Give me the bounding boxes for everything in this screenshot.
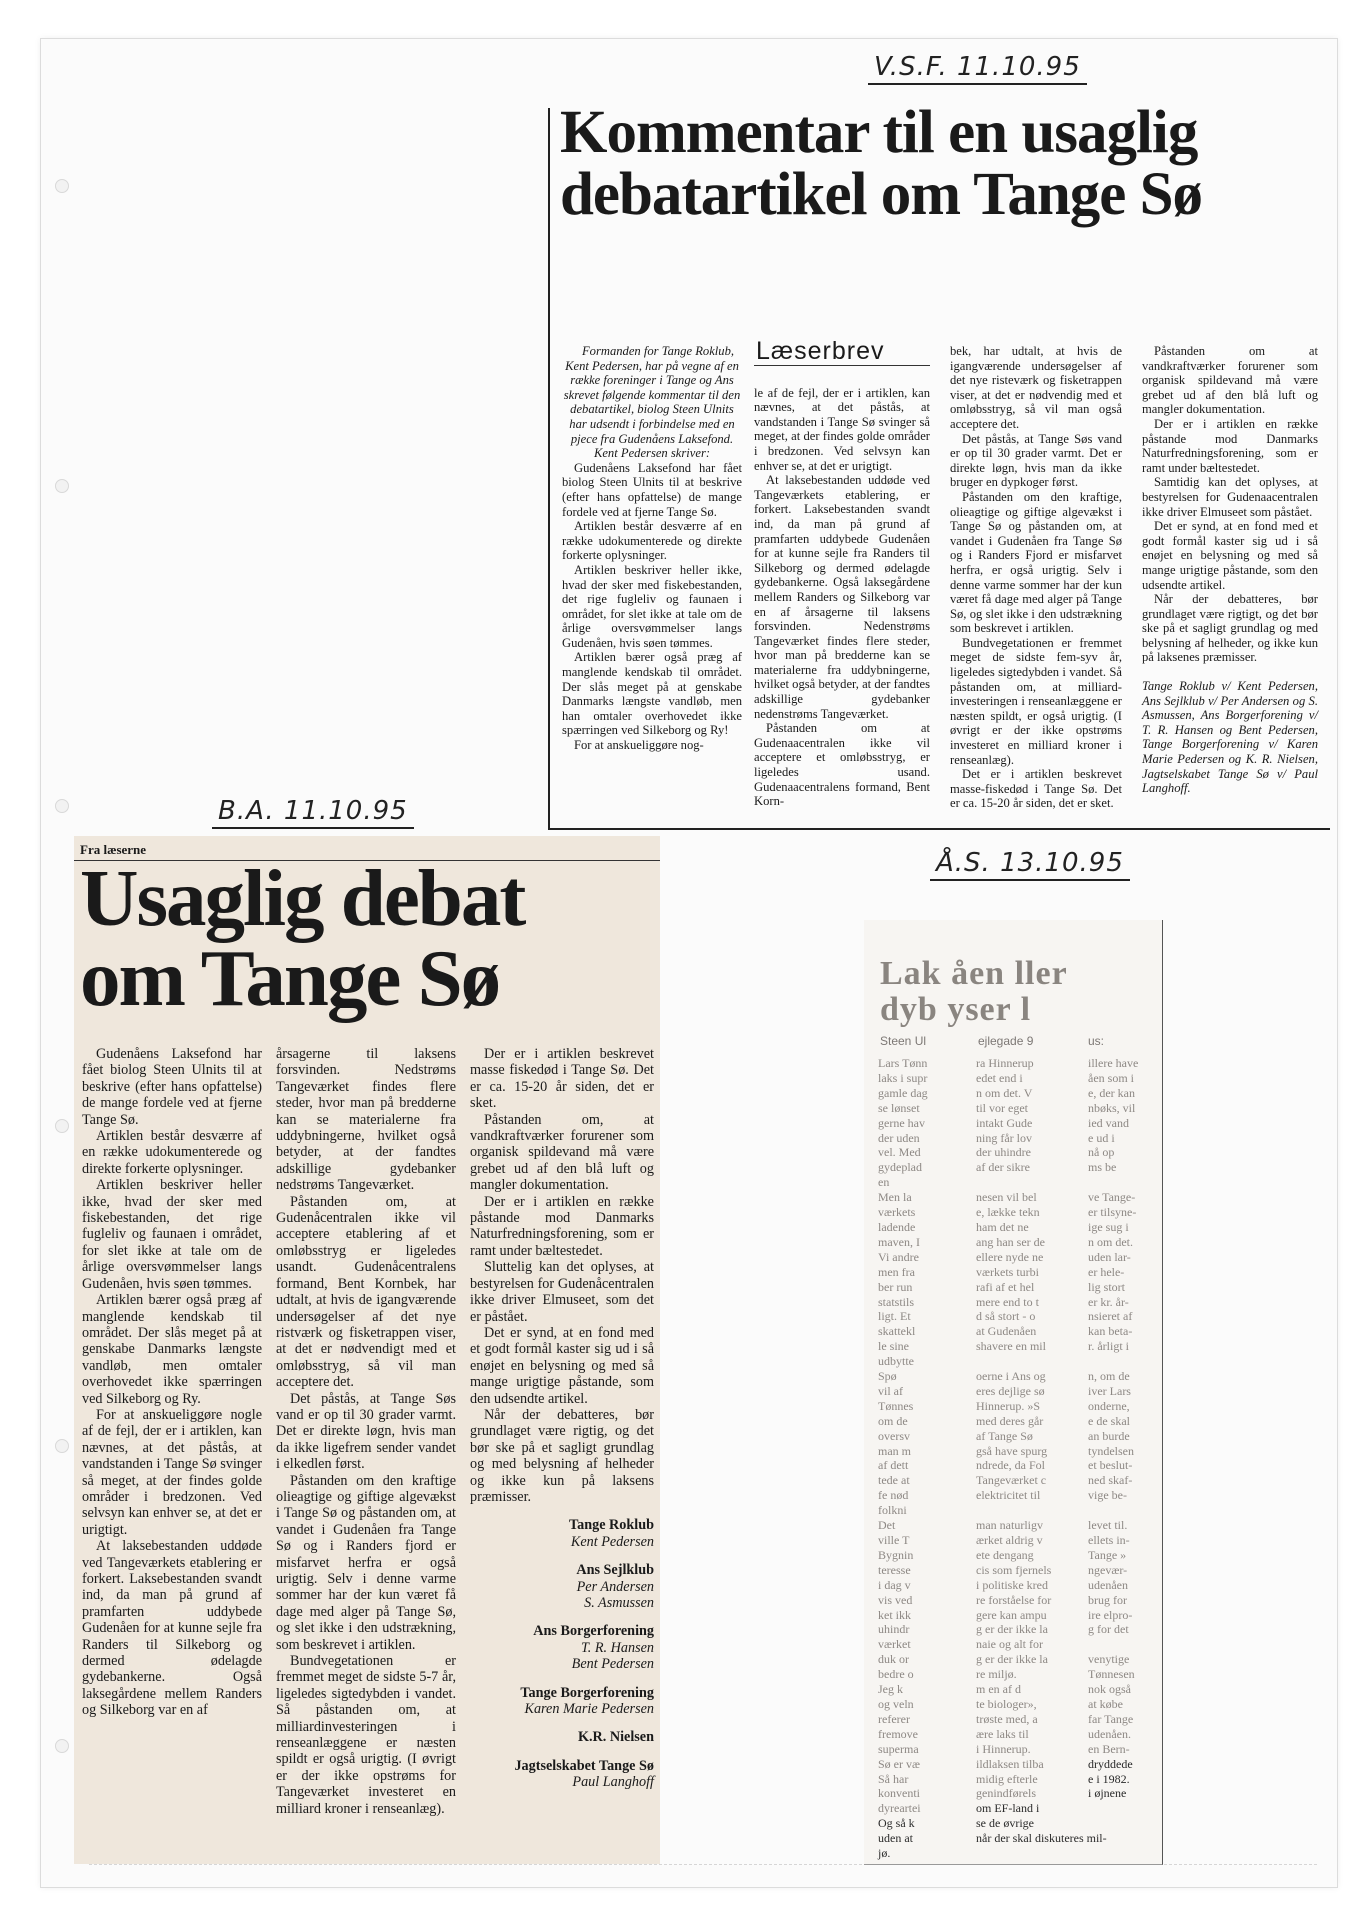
text-fragment: af dett — [878, 1458, 909, 1473]
paragraph: Artiklen bærer også præg af manglende kendskab til området. Der slås meget på at genskabe Danmarks længste vandløb, men han omtaler overhovedet ikke spærringen ved Silkeborg og Ry! — [562, 650, 742, 738]
text-fragment: g for det — [1088, 1622, 1129, 1637]
paragraph: Det påstås, at Tange Søs vand er op til 30 grader varmt. Det er direkte løgn, hvis man da ikke ligefrem sender vandet i elkedlen først. — [276, 1390, 456, 1473]
text-fragment: er kr. år- — [1088, 1294, 1129, 1309]
text-fragment: levet til. — [1088, 1518, 1128, 1533]
text-fragment: tede at — [878, 1473, 910, 1488]
text-fragment: vel. Med — [878, 1145, 921, 1160]
text-fragment: se de øvrige — [976, 1816, 1034, 1831]
text-fragment: Lars Tønn — [878, 1056, 928, 1070]
text-fragment: se lønset — [878, 1100, 920, 1115]
text-fragment: g er der ikke la — [976, 1622, 1048, 1637]
intro-text: Formanden for Tange Roklub, Kent Pedersen, har på vegne af en række foreninger i Tange og Ans skrevet følgende kommentar til den debatartikel, biolog Steen Ulnits har udsendt i forbindelse med en pjece fra Gudenåens Laksefond. Kent Pedersen skriver: — [563, 344, 741, 461]
text-fragment: man naturligv — [976, 1518, 1043, 1533]
text-fragment: nesen vil bel — [976, 1190, 1037, 1205]
text-fragment: mere end to t — [976, 1294, 1039, 1309]
text-fragment: ærket aldrig v — [976, 1533, 1043, 1547]
paragraph: At laksebestanden uddøde ved Tangeværkets etablering, er forkert. Laksebestanden svandt ind, da man på grund af pramfarten uddybede Gudenåen for at kunne sejle fra Randers til Silkeborg og dermed ødelagde gydebankerne. Også laksegårdene mellem Randers og Silkeborg var en af årsagerne til laksens forsvinden. Nedenstrøms Tangeværket findes flere steder, hvor man på bredderne kan se materialerne fra uddybningerne, hvilket også betyder, at der fandtes adskillige gydebanker nedenstrøms Tangeværket. — [754, 473, 930, 721]
text-fragment: venytige — [1088, 1652, 1130, 1667]
text-fragment: til vor eget — [976, 1100, 1028, 1115]
text-fragment: ære laks til — [976, 1726, 1029, 1741]
paragraph: Det påstås, at Tange Søs vand er op til 30 grader varmt. Det er direkte løgn, hvis man da ikke bruger en dypkoger først. — [950, 431, 1122, 490]
text-fragment: kan beta- — [1088, 1324, 1133, 1339]
text-fragment: udenåen. — [1088, 1726, 1131, 1741]
text-fragment: dryddede — [1088, 1756, 1133, 1771]
binder-hole — [55, 179, 69, 193]
text-fragment — [976, 1354, 1074, 1369]
text-fragment: af Tange Sø — [976, 1428, 1033, 1443]
signer — [470, 1758, 654, 1791]
section-label: Læserbrev — [754, 344, 930, 366]
text-fragment: intakt Gude — [976, 1115, 1033, 1130]
text-fragment: om EF-land i — [976, 1801, 1040, 1816]
column-4 — [1142, 344, 1318, 824]
text-fragment: Men la — [878, 1190, 912, 1205]
text-fragment: er hele- — [1088, 1264, 1125, 1279]
text-fragment: vis ved — [878, 1592, 913, 1607]
clipping-as — [864, 920, 1163, 1865]
text-fragment: nsieret af — [1088, 1309, 1133, 1324]
text-fragment: vil af — [878, 1383, 903, 1398]
paragraph: Det er i artiklen beskrevet masse-fiskedød i Tange Sø. Det er ca. 15-20 år siden, det er sket. — [950, 767, 1122, 811]
text-fragment: i politiske kred — [976, 1577, 1048, 1592]
text-fragment: er tilsyne- — [1088, 1205, 1137, 1220]
headline: Kommentar til en usaglig debatartikel om Tange Sø — [560, 99, 1202, 228]
text-fragment: men fra — [878, 1264, 915, 1279]
signer-person: Paul Langhoff — [572, 1774, 654, 1791]
signature: Tange Roklub v/ Kent Pedersen, Ans Sejlklub v/ Per Andersen og S. Asmussen, Ans Borgerforening v/ T. R. Hansen og Bent Pedersen, Tange Borgerforening v/ Karen Marie Pedersen og K. R. Nielsen, Jagtselskabet Tange Sø v/ Paul Langhoff. — [1142, 679, 1318, 796]
text-fragment: ngevær- — [1088, 1562, 1128, 1577]
text-fragment: gså have spurg — [976, 1443, 1048, 1458]
text-fragment: udenåen — [1088, 1577, 1128, 1592]
text-fragment: edet end i — [976, 1070, 1023, 1085]
clipping-ba — [74, 836, 660, 1864]
text-fragment — [1088, 1354, 1158, 1369]
text-fragment: n, om de — [1088, 1369, 1130, 1384]
text-fragment: ning får lov — [976, 1130, 1032, 1145]
text-fragment: en — [878, 1175, 890, 1190]
text-fragment: shavere en mil — [976, 1339, 1046, 1354]
text-fragment: m en af d — [976, 1682, 1021, 1697]
text-fragment: uden lar- — [1088, 1249, 1131, 1264]
text-fragment: om de — [878, 1413, 908, 1428]
paragraph: Artiklen bærer også præg af manglende kendskab til området. Der slås meget på at genskabe Danmarks længste vandløb, men omtaler overhovedet ikke spærringen ved Silkeborg og Ry. — [82, 1292, 262, 1407]
text-fragment: åen som i — [1088, 1070, 1134, 1085]
text-fragment: teresse — [878, 1562, 911, 1577]
text-fragment: ndrede, da Fol — [976, 1458, 1045, 1473]
column-3 — [950, 344, 1122, 824]
text-fragment: der uden — [878, 1130, 920, 1145]
text-fragment: dyreartei — [878, 1801, 921, 1816]
paragraph: Der er i artiklen en række påstande mod Danmarks Naturfredningsforening, som er ramt under bæltestedet. — [1142, 416, 1318, 475]
signers-block — [470, 1517, 654, 1790]
text-fragment: n om det. V — [976, 1085, 1033, 1100]
handwritten-note-as: Å.S. 13.10.95 — [930, 848, 1130, 881]
text-fragment: udbytte — [878, 1354, 914, 1369]
signer-person: Karen Marie Pedersen — [524, 1701, 654, 1718]
text-fragment: i dag v — [878, 1577, 911, 1592]
paragraph: le af de fejl, der er i artiklen, kan nævnes, at det påstås, at vandstanden i Tange Sø svinger så meget, at der findes golde områder i bredzonen. Ved selvsyn kan enhver se, at det er urigtigt. — [754, 385, 930, 473]
text-fragment: nå op — [1088, 1145, 1115, 1160]
headline: Usaglig debat om Tange Sø — [80, 853, 525, 1023]
text-fragment: rafi af et hel — [976, 1279, 1035, 1294]
text-fragment: bedre o — [878, 1667, 914, 1682]
text-fragment: e i 1982. — [1088, 1771, 1130, 1786]
binder-hole — [55, 1439, 69, 1453]
text-fragment: e, der kan — [1088, 1085, 1135, 1100]
text-fragment: midig efterle — [976, 1771, 1038, 1786]
text-fragment: oerne i Ans og — [976, 1369, 1046, 1384]
text-fragment: uden at — [878, 1831, 913, 1846]
text-fragment: re miljø. — [976, 1667, 1017, 1682]
text-fragment: Tange » — [1088, 1547, 1127, 1562]
text-fragment: ve Tange- — [1088, 1190, 1136, 1205]
paragraph: årsagerne til laksens forsvinden. Nedstrøms Tangeværket findes flere steder, hvor man på bredderne kan se materialerne fra uddybningerne, hvilket også betyder, at der fandtes adskillige gydebanker nedstrøms Tangeværket. — [276, 1046, 456, 1194]
text-fragment: iver Lars — [1088, 1383, 1131, 1398]
text-fragment: eres dejlige sø — [976, 1383, 1045, 1398]
text-fragment: te biologer», — [976, 1696, 1037, 1711]
paragraph: For at anskueliggøre nog- — [574, 738, 704, 753]
text-fragment: elektricitet til — [976, 1488, 1041, 1503]
text-fragment: ms be — [1088, 1160, 1117, 1175]
text-fragment: Så har — [878, 1771, 909, 1786]
text-fragment: ville T — [878, 1533, 910, 1547]
text-fragment: ber run — [878, 1279, 913, 1294]
text-fragment: uhindr — [878, 1622, 910, 1637]
text-fragment: ladende — [878, 1219, 916, 1234]
paragraph: Når der debatteres, bør grundlaget være rigtigt, og det bør ske på et sagligt grundlag og med belysning af helheder, og ikke kun på laksenes præmisser. — [1142, 592, 1318, 665]
text-fragment: nbøks, vil — [1088, 1100, 1136, 1115]
text-fragment: ligt. Et — [878, 1309, 911, 1324]
signer — [470, 1685, 654, 1718]
paragraph: Påstanden om, at vandkraftværker forurener som organisk spildevand må være grebet ud af den blå luft og mangler dokumentation. — [470, 1111, 654, 1194]
paragraph: Når der debatteres, bør grundlaget være rigtig, og det bør ske på et sagligt grundlag og med belysning af helheder og ikke kun på laksens præmisser. — [470, 1406, 654, 1505]
paragraph: Artiklen beskriver heller ikke, hvad der sker med fiskebestanden, det rige fugleliv og faunaen i området, for slet ikke at tale om de årlige oversvømmelser langs Gudenåen, hvis søen tømmes. — [82, 1177, 262, 1292]
paragraph: Artiklen består desværre af en række udokumenterede og direkte forkerte oplysninger. — [82, 1128, 262, 1177]
signer-organization: Tange Borgerforening — [520, 1684, 654, 1701]
text-fragment: naie og alt for — [976, 1637, 1043, 1652]
text-fragment: og veln — [878, 1696, 914, 1711]
text-fragment: ellets in- — [1088, 1533, 1130, 1547]
text-fragment: der uhindre — [976, 1145, 1031, 1160]
signer-person: T. R. Hansen — [580, 1639, 654, 1656]
text-fragment: re forståelse for — [976, 1592, 1052, 1607]
text-fragment: fremove — [878, 1726, 918, 1741]
text-fragment: superma — [878, 1741, 919, 1756]
column-3 — [1088, 1056, 1158, 1856]
text-fragment: illere have — [1088, 1056, 1139, 1070]
text-fragment: ket ikk — [878, 1607, 911, 1622]
signer-person: Kent Pedersen — [570, 1533, 654, 1550]
text-fragment: i Hinnerup. — [976, 1741, 1031, 1756]
text-fragment: Sø er væ — [878, 1756, 920, 1771]
byline: Steen Ul — [880, 1034, 927, 1048]
text-fragment: ildlaksen tilba — [976, 1756, 1044, 1771]
signer-organization: Tange Roklub — [568, 1517, 654, 1534]
paragraph: Sluttelig kan det oplyses, at bestyrelsen for Gudenåcentralen ikke driver Elmuseet, som det er påstået. — [470, 1259, 654, 1325]
paragraph: bek, har udtalt, at hvis de igangværende undersøgelser af det nye risteværk og fisketrappen viser, at det er nødvendig med et omløbsstryg, så vil man også acceptere det. — [950, 344, 1122, 431]
signer-person: Per Andersen — [576, 1578, 654, 1595]
text-fragment: lig stort — [1088, 1279, 1126, 1294]
text-fragment: laks i supr — [878, 1070, 928, 1085]
text-fragment: gere kan ampu — [976, 1607, 1047, 1622]
text-fragment: Tønnesen — [1088, 1667, 1135, 1682]
paragraph: Samtidig kan det oplyses, at bestyrelsen for Gudenaacentralen ikke driver Elmuseet som påstået. — [1142, 475, 1318, 519]
signer — [470, 1562, 654, 1611]
handwritten-note-ba: B.A. 11.10.95 — [212, 796, 414, 829]
paragraph: Artiklen består desværre af en række udokumenterede og direkte forkerte oplysninger. — [562, 519, 742, 563]
column-1 — [82, 1046, 262, 1780]
paragraph: Bundvegetationen er fremmet meget de sidste 5-7 år, ligeledes sigtedybden i vandet. Så påstanden om, at milliardinvesteringen i renseanlæggene er næsten spildt er også urigtig. (I øvrigt er der ikke opstrøms for Tangeværket investeret en milliard kroner i renseanlæg). — [276, 1653, 456, 1817]
text-fragment: konventi — [878, 1786, 920, 1801]
text-fragment: an burde — [1088, 1428, 1130, 1443]
text-fragment: værkets turbi — [976, 1264, 1039, 1279]
kicker: Fra læserne — [80, 842, 147, 857]
text-fragment: skattekl — [878, 1324, 916, 1339]
text-fragment: man m — [878, 1443, 911, 1458]
paragraph: Det er synd, at en fond med et godt formål kaster sig ud i så enøjet en belysning og med så mange urigtige påstande, som den udsendte artikel. — [1142, 519, 1318, 592]
handwritten-note-vsf: V.S.F. 11.10.95 — [868, 52, 1087, 85]
byline-end: us: — [1088, 1034, 1105, 1048]
text-fragment: referer — [878, 1711, 910, 1726]
paragraph: Der er i artiklen beskrevet masse fiskedød i Tange Sø. Det er ca. 15-20 år siden, det er sket. — [470, 1046, 654, 1112]
text-fragment: tyndelsen — [1088, 1443, 1134, 1458]
text-fragment: med deres går — [976, 1413, 1044, 1428]
column-1 — [562, 344, 742, 824]
byline-address: ejlegade 9 — [978, 1034, 1034, 1048]
text-fragment: Tønnes — [878, 1398, 914, 1413]
text-fragment: et beslut- — [1088, 1458, 1133, 1473]
text-fragment — [1088, 1503, 1158, 1518]
paragraph: Påstanden om den kraftige olieagtige og giftige algevækst i Tange Sø og påstanden om, at vandet i Gudenåen fra Tange Sø og i Randers fjord er misfarvet herfra er også urigtig. Selv i denne varme sommer har der kun været få dage med alger på Tange Sø, og slet ikke i den udstrækning, som beskrevet i artiklen. — [276, 1472, 456, 1653]
text-fragment: e ud i — [1088, 1130, 1115, 1145]
paragraph: Påstanden om den kraftige, olieagtige og giftige algevækst i Tange Sø og påstanden om, at vandet i Gudenåen fra Tange Sø og i Randers Fjord er misfarvet herfra, er også urigtig. Selv i denne varme sommer har der kun været få dage med alger på Tange Sø, og slet ikke i den udstrækning som beskrevet i artiklen. — [950, 489, 1122, 636]
text-fragment: e, lække tekn — [976, 1205, 1040, 1220]
paragraph: Påstanden om at Gudenaacentralen ikke vil acceptere et omløbsstryg, er ligeledes usand. Gudenaacentralens formand, Bent Korn- — [754, 721, 930, 809]
signer-organization: Ans Borgerforening — [533, 1623, 654, 1640]
text-fragment: far Tange — [1088, 1711, 1134, 1726]
paragraph: Det er synd, at en fond med et godt formål kaster sig ud i så enøjet en belysning og med så mange urigtige påstande, som den udsendte artikel. — [470, 1324, 654, 1407]
text-fragment: når der skal diskuteres mil- — [976, 1831, 1107, 1846]
text-fragment: værkets — [878, 1205, 916, 1220]
text-fragment: gerne hav — [878, 1115, 925, 1130]
text-fragment: Det — [878, 1518, 896, 1533]
text-fragment: Jeg k — [878, 1682, 903, 1697]
text-fragment: n om det. — [1088, 1234, 1133, 1249]
text-fragment: gamle dag — [878, 1085, 928, 1100]
text-fragment: i øjnene — [1088, 1786, 1127, 1801]
text-fragment: jø. — [878, 1846, 891, 1861]
text-fragment: statstils — [878, 1294, 915, 1309]
paragraph: Der er i artiklen en række påstande mod Danmarks Naturfredningsforening, som er ramt under bæltestedet. — [470, 1193, 654, 1259]
text-fragment: ned skaf- — [1088, 1473, 1133, 1488]
binder-hole — [55, 1119, 69, 1133]
column-2 — [754, 337, 930, 824]
text-fragment: cis som fjernels — [976, 1562, 1052, 1577]
paragraph: Påstanden om, at Gudenåcentralen ikke vil acceptere etablering af et omløbsstryg er ligeledes usandt. Gudenåcentralens formand, Bent Kornbek, har udtalt, at hvis de igangværende undersøgelser af det nye ristværk og fisketrappen viser, at det er nødvendigt med et omløbsstryg, så vil man acceptere det. — [276, 1193, 456, 1391]
text-fragment: ige sug i — [1088, 1219, 1129, 1234]
text-fragment: værket — [878, 1637, 911, 1652]
signer-person: S. Asmussen — [584, 1595, 654, 1611]
text-fragment: g er der ikke la — [976, 1652, 1048, 1667]
text-fragment: at købe — [1088, 1696, 1123, 1711]
text-fragment: Spø — [878, 1369, 897, 1384]
signer-organization: Jagtselskabet Tange Sø — [514, 1757, 654, 1774]
text-fragment: brug for — [1088, 1592, 1127, 1607]
text-fragment: nok også — [1088, 1682, 1131, 1697]
text-fragment: onderne, — [1088, 1398, 1130, 1413]
text-fragment: r. årligt i — [1088, 1339, 1129, 1354]
text-fragment: le sine — [878, 1339, 909, 1354]
text-fragment: af der sikre — [976, 1160, 1030, 1175]
column-3 — [470, 1046, 654, 1860]
text-fragment: en Bern- — [1088, 1741, 1130, 1756]
text-fragment: ra Hinnerup — [976, 1056, 1034, 1070]
paragraph: At laksebestanden uddøde ved Tangeværkets etablering er forkert. Laksebestanden svandt ind, da man på grund af pramfarten uddybede Gudenåen for at kunne sejle fra Randers til Silkeborg og dermed ødelagde gydebankerne. Også laksegårdene mellem Randers og Silkeborg var en af — [82, 1538, 262, 1719]
signer — [470, 1729, 654, 1745]
paragraph: Gudenåens Laksefond har fået biolog Steen Ulnits til at beskrive (efter hans opfattelse) de mange fordele ved at fjerne Tange Sø. — [82, 1046, 262, 1128]
binder-hole — [55, 1739, 69, 1753]
paragraph: Gudenåens Laksefond har fået biolog Steen Ulnits til at beskrive (efter hans opfattelse) de mange fordele ved at fjerne Tange Sø. — [562, 460, 742, 519]
headline-faded: Lak åen ller dyb yser l — [880, 955, 1068, 1028]
column-rule — [548, 108, 550, 830]
text-fragment: Vi andre — [878, 1249, 919, 1264]
binder-hole — [55, 479, 69, 493]
binder-hole — [55, 799, 69, 813]
text-fragment: ete dengang — [976, 1547, 1034, 1562]
text-fragment: genindførels — [976, 1786, 1036, 1801]
text-fragment: fe nød — [878, 1488, 909, 1503]
text-fragment: ire elpro- — [1088, 1607, 1133, 1622]
text-fragment: ellere nyde ne — [976, 1249, 1044, 1264]
text-fragment: maven, I — [878, 1234, 920, 1249]
paragraph: Påstanden om at vandkraftværker forurener som organisk spildevand må være grebet ud af den blå luft og mangler dokumentation. — [1142, 344, 1318, 417]
text-fragment: ham det ne — [976, 1219, 1029, 1234]
signer-organization: K.R. Nielsen — [577, 1729, 654, 1746]
signer-organization: Ans Sejlklub — [576, 1562, 654, 1579]
text-fragment: trøste med, a — [976, 1711, 1038, 1726]
text-fragment — [976, 1503, 1074, 1518]
text-fragment: d så stort - o — [976, 1309, 1036, 1324]
text-fragment — [1088, 1637, 1158, 1652]
text-fragment — [976, 1175, 1074, 1190]
signer-person: Bent Pedersen — [571, 1656, 654, 1673]
paragraph: Artiklen beskriver heller ikke, hvad der sker med fiskebestanden, det rige fugleliv og faunaen i området, for slet ikke at tale om de årlige oversvømmelser langs Gudenåen, hvis søen tømmes. — [562, 562, 742, 650]
text-fragment: vige be- — [1088, 1488, 1127, 1503]
paragraph: Bundvegetationen er fremmet meget de sidste fem-syv år, ligeledes sigtedybden i vandet. Så påstanden om, at milliard-investeringen i renseanlæggene er næsten spildt, er også urigtig. (I øvrigt er der ikke opstrøms investeret en milliard kroner i renseanlæg). — [950, 635, 1122, 767]
text-fragment: Tangeværket c — [976, 1473, 1047, 1488]
text-fragment: oversv — [878, 1428, 910, 1443]
text-fragment: duk or — [878, 1652, 909, 1667]
column-1 — [878, 1056, 962, 1861]
binder-holes — [49, 39, 77, 1887]
signer — [470, 1517, 654, 1550]
text-fragment — [1088, 1175, 1158, 1190]
text-fragment: ied vand — [1088, 1115, 1129, 1130]
column-2 — [276, 1046, 456, 1860]
text-fragment: gydeplad — [878, 1160, 922, 1175]
text-fragment: Hinnerup. »S — [976, 1398, 1040, 1413]
text-fragment: e de skal — [1088, 1413, 1130, 1428]
clipping-vsf — [548, 99, 1330, 830]
text-fragment: at Gudenåen — [976, 1324, 1037, 1339]
text-fragment: Og så k — [878, 1816, 915, 1831]
text-fragment: folkni — [878, 1503, 907, 1518]
text-fragment: ang han ser de — [976, 1234, 1045, 1249]
paragraph: For at anskueliggøre nogle af de fejl, der er i artiklen, kan nævnes, at det påstås, at vandstanden i Tange Sø svinger så meget, at der findes golde områder i bredzonen. Ved selvsyn kan enhver se, at det er urigtigt. — [82, 1406, 262, 1538]
signer — [470, 1623, 654, 1672]
bottom-rule — [548, 828, 1330, 830]
text-fragment: Bygnin — [878, 1547, 914, 1562]
